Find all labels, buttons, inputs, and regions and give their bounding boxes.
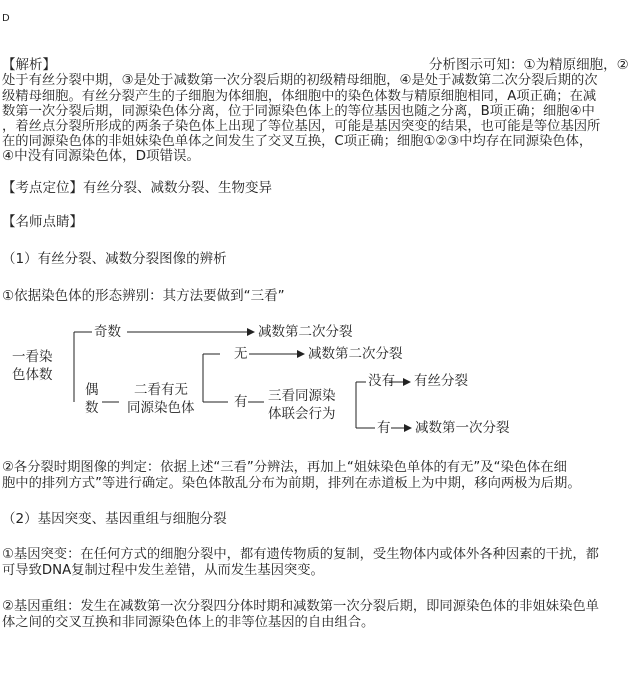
flow-third-look-2: 体联会行为 [268, 406, 336, 422]
analysis-line: 在的同源染色体的非姐妹染色单体之间发生了交叉互换，C项正确；细胞①②③中均存在同源染色体， [2, 134, 593, 149]
analysis-line: ，着丝点分裂所形成的两条子染色体上出现了等位基因，可能是基因突变的结果，也可能是等位基因所 [2, 119, 601, 134]
flow-no-synapsis: 没有 [368, 373, 395, 389]
analysis-line: 处于有丝分裂中期，③是处于减数第一次分裂后期的初级精母细胞，④是处于减数第二次分裂后期的次 [2, 73, 598, 88]
flow-even-1: 偶 [85, 382, 99, 398]
analysis-line: 数第一次分裂后期，同源染色体分离，位于同源染色体上的等位基因也随之分离，B项正确；细胞④中 [2, 104, 595, 119]
section-1-title: （1）有丝分裂、减数分裂图像的辨析 [2, 251, 227, 267]
flow-first-look-1: 一看染 [12, 349, 53, 365]
flow-none-result: 减数第二次分裂 [308, 346, 403, 362]
section-2-paragraph-2: 体之间的交叉互换和非同源染色体上的非等位基因的自由组合。 [2, 615, 375, 630]
flow-even-2: 数 [85, 400, 99, 416]
flow-third-look-1: 三看同源染 [268, 388, 336, 404]
analysis-line: 分析图示可知：①为精原细胞，② [429, 57, 629, 73]
exam-point: 【考点定位】有丝分裂、减数分裂、生物变异 [2, 180, 272, 196]
flow-second-look-1: 二看有无 [134, 382, 188, 398]
analysis-label: 【解析】 [2, 57, 56, 73]
flow-synapsis-result: 减数第一次分裂 [415, 420, 510, 436]
section-1-paragraph-2: 胞中的排列方式”等进行确定。染色体散乱分布为前期，排列在赤道板上为中期，移向两极为后期。 [2, 476, 581, 491]
flow-second-look-2: 同源染色体 [127, 400, 195, 416]
section-1-paragraph-2: ②各分裂时期图像的判定：依据上述“三看”分辨法，再加上“姐妹染色单体的有无”及“染色体在细 [2, 460, 567, 475]
answer-text: D [2, 13, 10, 24]
flow-none: 无 [234, 346, 248, 362]
section-2-paragraph-2: ②基因重组：发生在减数第一次分裂四分体时期和减数第一次分裂后期，即同源染色体的非姐妹染色单 [2, 599, 599, 614]
analysis-line: ④中没有同源染色体，D项错误。 [2, 148, 200, 164]
flow-first-look-2: 色体数 [12, 367, 53, 383]
flow-has: 有 [234, 394, 248, 410]
flow-synapsis: 有 [377, 420, 391, 436]
tips-label: 【名师点睛】 [2, 214, 83, 230]
section-2-paragraph-1: 可导致DNA复制过程中发生差错，从而发生基因突变。 [2, 563, 324, 578]
flow-odd: 奇数 [94, 324, 121, 340]
section-1-paragraph-1: ①依据染色体的形态辨别：其方法要做到“三看” [2, 288, 285, 304]
flow-no-synapsis-result: 有丝分裂 [414, 373, 468, 389]
flow-odd-result: 减数第二次分裂 [258, 324, 353, 340]
section-2-paragraph-1: ①基因突变：在任何方式的细胞分裂中，都有遗传物质的复制，受生物体内或体外各种因素的干扰，都 [2, 547, 599, 562]
analysis-line: 级精母细胞。有丝分裂产生的子细胞为体细胞，体细胞中的染色体数与精原细胞相同，A项正确；在减 [2, 89, 597, 104]
section-2-title: （2）基因突变、基因重组与细胞分裂 [2, 511, 227, 527]
